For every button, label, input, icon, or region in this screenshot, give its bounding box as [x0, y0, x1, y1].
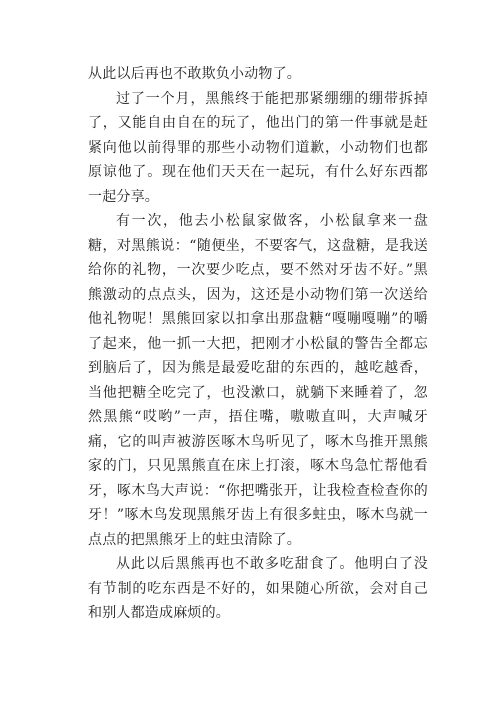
paragraph-4: 从此以后黑熊再也不敢多吃甜食了。他明白了没有节制的吃东西是不好的，如果随心所欲，会对自己和别人都造成麻烦的。	[88, 556, 428, 621]
paragraph-2: 过了一个月，黑熊终于能把那紧绷绷的绷带拆掉了，又能自由自在的玩了，他出门的第一件事就是赶紧向他以前得罪的那些小动物们道歉，小动物们也都原谅他了。现在他们天天在一起玩，有什么好东西都一起分享。	[88, 90, 428, 205]
paragraph-3: 有一次，他去小松鼠家做客，小松鼠拿来一盘糖，对黑熊说：“随便坐，不要客气，这盘糖，是我送给你的礼物，一次要少吃点，要不然对牙齿不好。”黑熊激动的点点头，因为，这还是小动物们第一次送给他礼物呢！黑熊回家以扣拿出那盘糖“嘎嘣嘎嘣”的嚼了起来，他一抓一大把，把刚才小松鼠的警告全都忘到脑后了，因为熊是最爱吃甜的东西的，越吃越香，当他把糖全吃完了，也没漱口，就躺下来睡着了，忽然黑熊“哎哟”一声，捂住嘴，嗷嗷直叫，大声喊牙痛，它的叫声被游医啄木鸟听见了，啄木鸟推开黑熊家的门，只见黑熊直在床上打滚，啄木鸟急忙帮他看牙，啄木鸟大声说：“你把嘴张开，让我检查检查你的牙！”啄木鸟发现黑熊牙齿上有很多蛀虫，啄木鸟就一点点的把黑熊牙上的蛀虫清除了。	[88, 213, 428, 548]
paragraph-1: 从此以后再也不敢欺负小动物了。	[88, 66, 301, 82]
document-body	[88, 62, 428, 626]
